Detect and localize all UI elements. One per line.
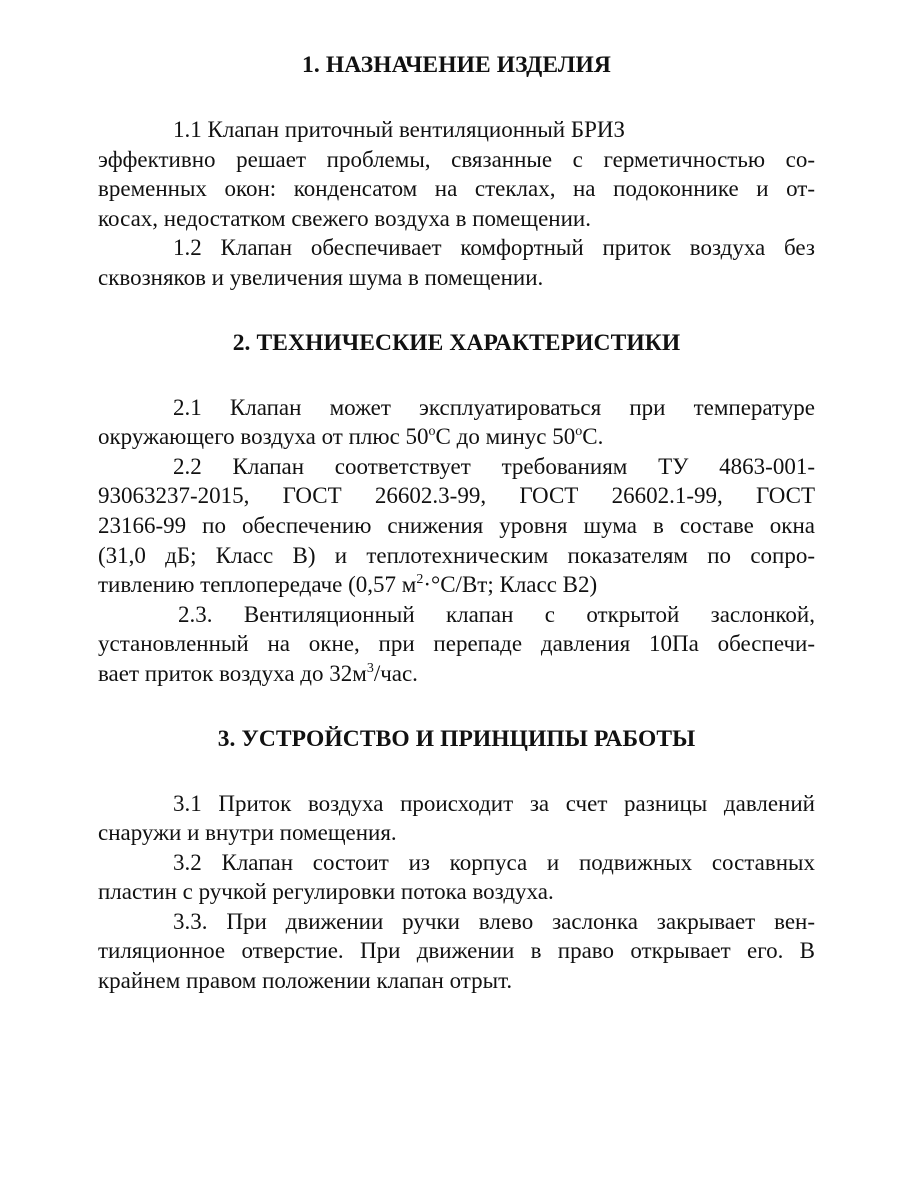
text-line: сквозняков и увеличения шума в помещении.	[98, 264, 544, 290]
section-body-design	[98, 789, 815, 996]
text-line: 3.2 Клапан состоит из корпуса и подвижных составных	[173, 849, 815, 875]
text-line: 3.3. При движении ручки влево заслонка закрывает вен-	[173, 908, 815, 934]
text-fragment: С до минус 50	[435, 424, 576, 450]
text-line: 23166-99 по обеспечению снижения уровня шума в составе окна	[98, 512, 815, 538]
text-line: 2.1 Клапан может эксплуатироваться при температуре	[173, 394, 815, 420]
text-line-temperature	[98, 422, 815, 452]
text-line: тиляционное отверстие. При движении в право открывает его. В	[98, 938, 815, 964]
text-fragment: /час.	[373, 660, 418, 686]
text-line: снаружи и внутри помещения.	[98, 820, 397, 846]
text-fragment: окружающего воздуха от плюс 50	[98, 424, 429, 450]
text-line-heat-resistance	[98, 570, 815, 600]
degree-mark: о	[428, 424, 436, 440]
section-body-specs	[98, 393, 815, 689]
text-fragment: тивлению теплопередаче (0,57 м	[98, 572, 417, 598]
text-line: временных окон: конденсатом на стеклах, на подоконнике и от-	[98, 176, 815, 202]
text-fragment: С.	[582, 424, 604, 450]
text-fragment: вает приток воздуха до 32м	[98, 660, 367, 686]
text-line: пластин с ручкой регулировки потока воздуха.	[98, 879, 554, 905]
section-body-purpose	[98, 115, 815, 293]
superscript-cube: 3	[366, 660, 374, 676]
section-title-specs: 2. ТЕХНИЧЕСКИЕ ХАРАКТЕРИСТИКИ	[232, 329, 681, 356]
text-line: косах, недостатком свежего воздуха в помещении.	[98, 205, 591, 231]
text-line: 1.1 Клапан приточный вентиляционный БРИЗ	[173, 117, 625, 142]
document-body	[98, 48, 815, 996]
text-line: 1.2 Клапан обеспечивает комфортный приток воздуха без	[173, 235, 815, 261]
text-line: установленный на окне, при перепаде давления 10Па обеспечи-	[98, 631, 815, 657]
text-line: крайнем правом положении клапан отрыт.	[98, 968, 513, 994]
text-line: эффективно решает проблемы, связанные с герметичностью со-	[98, 146, 815, 172]
section-title-design: 3. УСТРОЙСТВО И ПРИНЦИПЫ РАБОТЫ	[217, 725, 696, 752]
section-title-purpose: 1. НАЗНАЧЕНИЕ ИЗДЕЛИЯ	[302, 52, 611, 78]
degree-mark: о	[575, 424, 583, 440]
text-line: (31,0 дБ; Класс В) и теплотехническим показателям по сопро-	[98, 542, 815, 568]
text-line-airflow	[98, 659, 815, 689]
text-fragment: ·°С/Вт; Класс В2)	[423, 572, 598, 598]
text-line: 93063237-2015, ГОСТ 26602.3-99, ГОСТ 26602.1-99, ГОСТ	[98, 483, 815, 509]
superscript-square: 2	[416, 572, 424, 588]
text-line: 3.1 Приток воздуха происходит за счет разницы давлений	[173, 790, 815, 816]
text-line: 2.3. Вентиляционный клапан с открытой заслонкой,	[178, 601, 815, 627]
text-line: 2.2 Клапан соответствует требованиям ТУ 4863-001-	[173, 453, 815, 479]
